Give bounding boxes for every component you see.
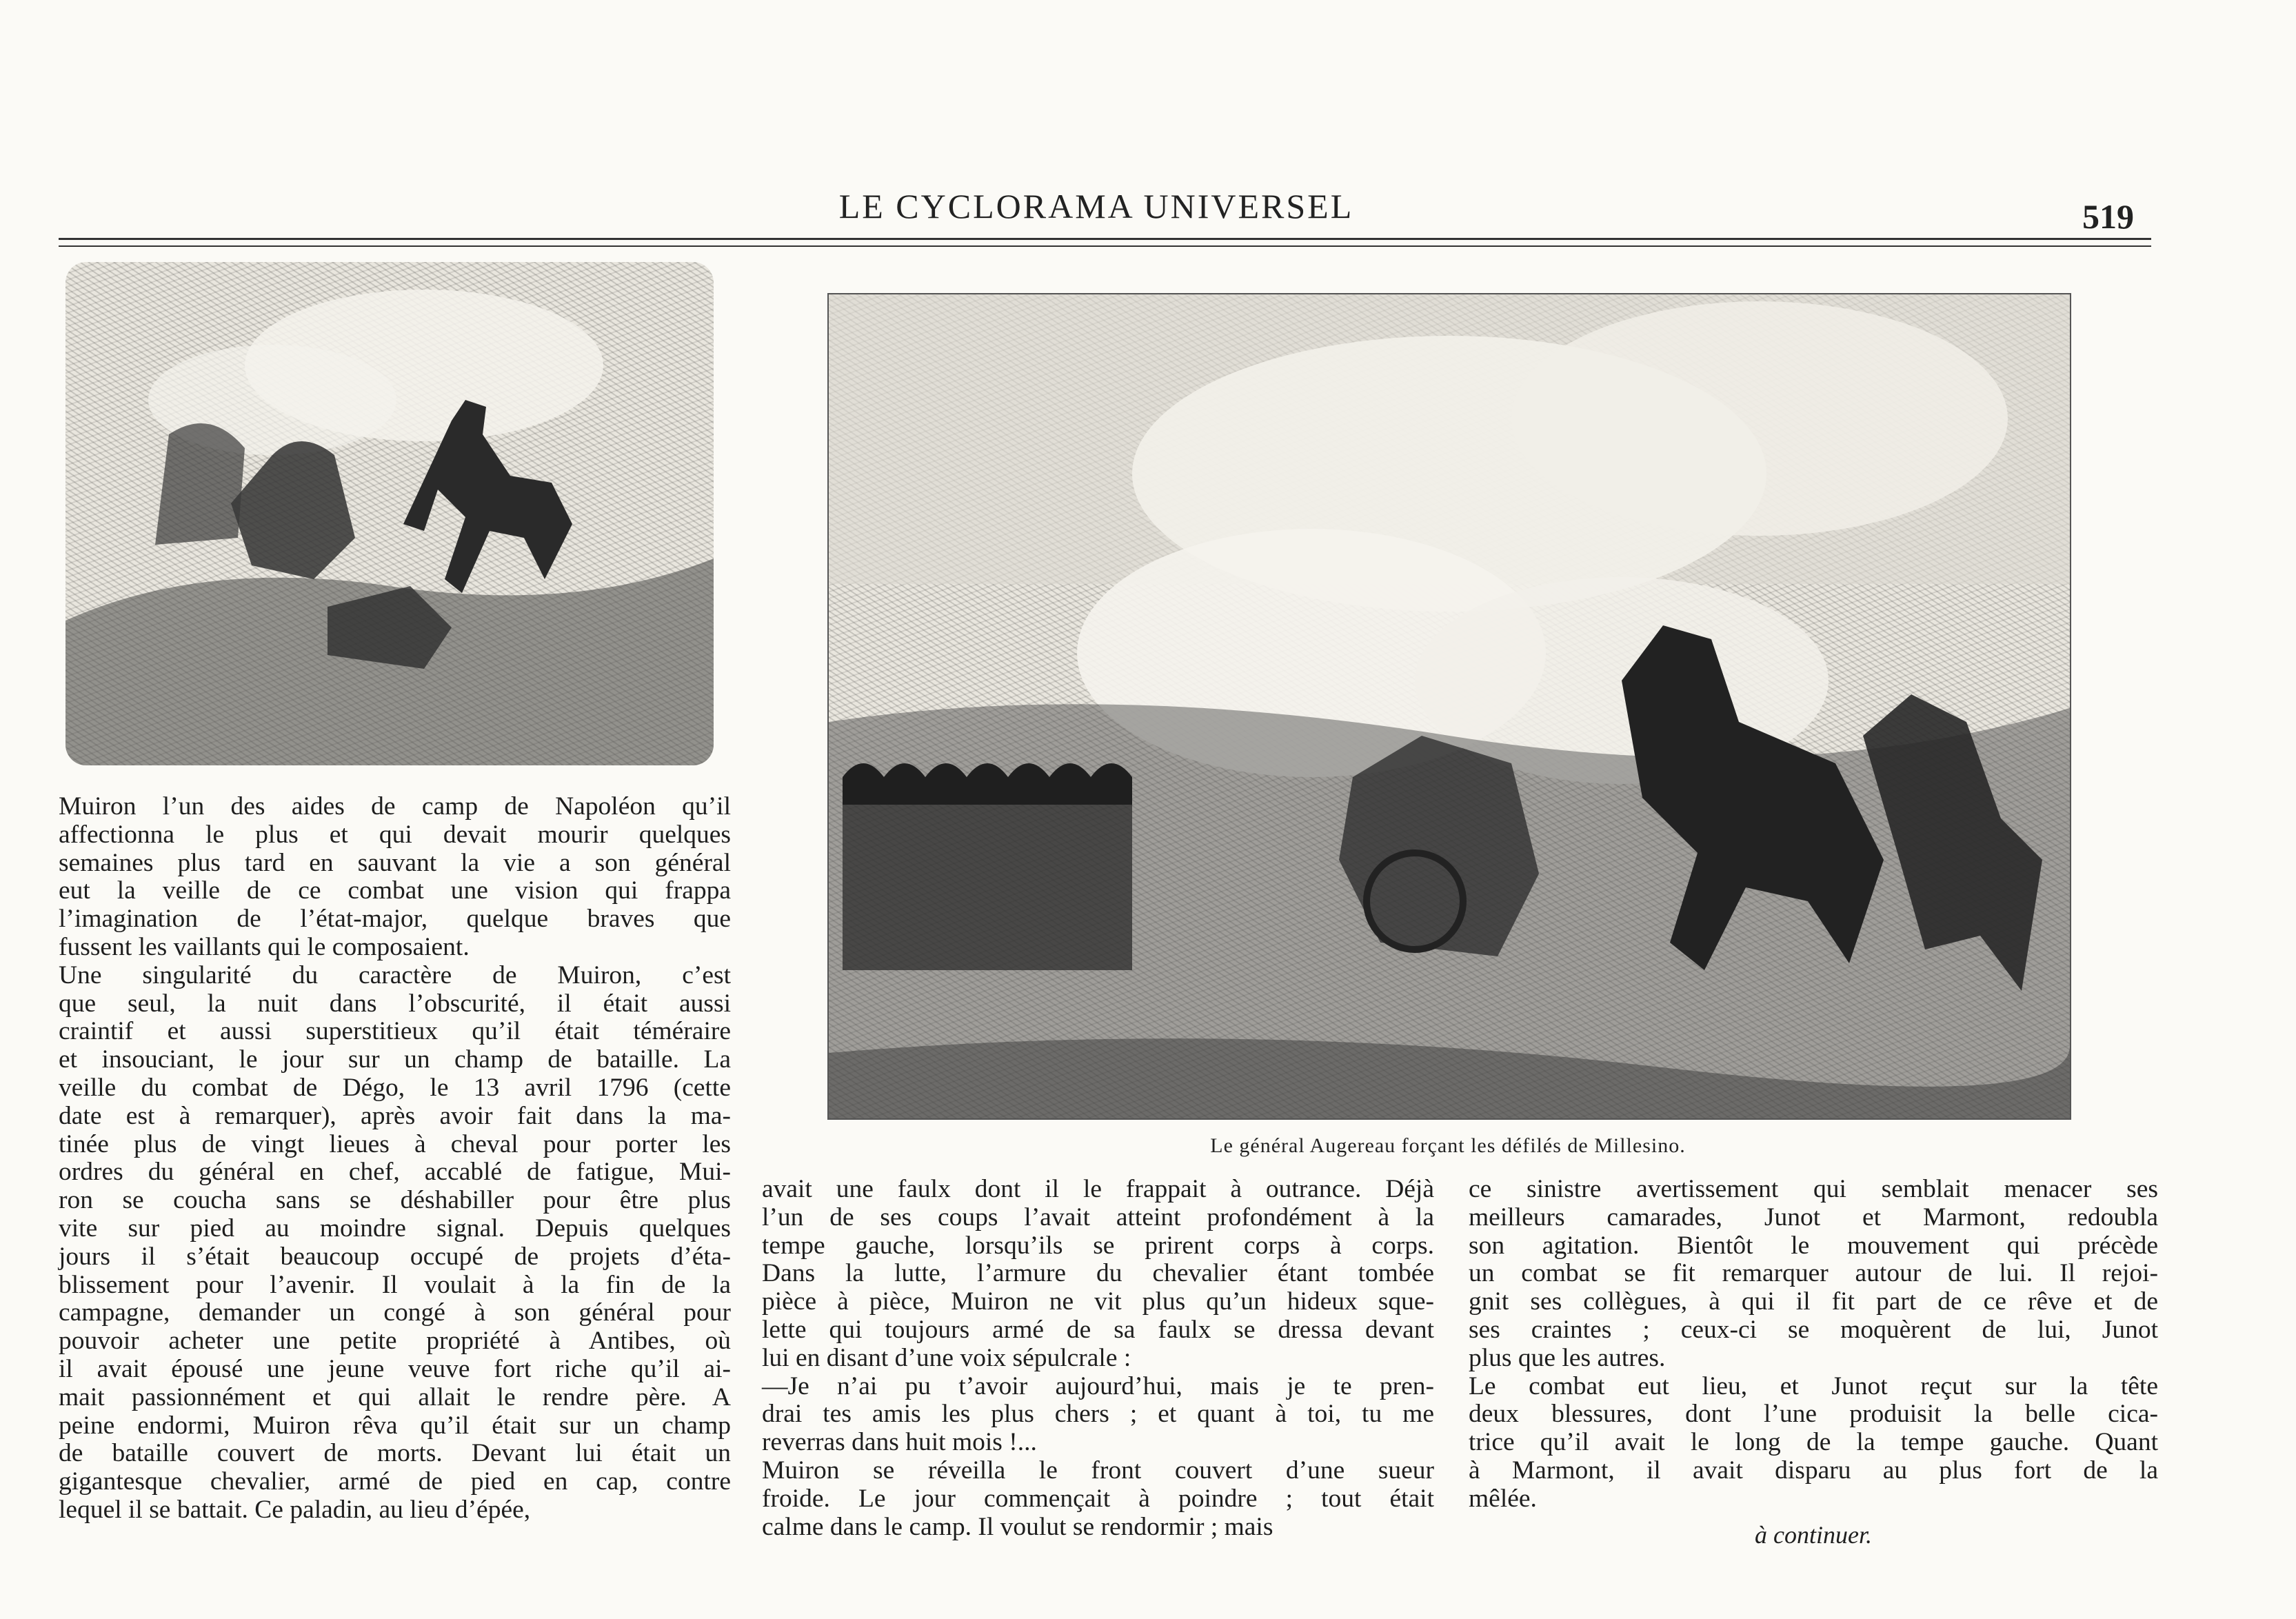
text-line: pièce à pièce, Muiron ne vit plus qu’un hideux sque- (762, 1287, 1434, 1316)
text-line: fussent les vaillants qui le composaient. (59, 932, 470, 961)
text-line: lette qui toujours armé de sa faulx se dressa devant (762, 1315, 1434, 1344)
text-line: ordres du général en chef, accablé de fatigue, Mui- (59, 1158, 731, 1187)
text-line: ce sinistre avertissement qui semblait menacer ses (1469, 1175, 2158, 1203)
text-line: affectionna le plus et qui devait mourir quelques (59, 820, 731, 849)
text-line: ron se coucha sans se déshabiller pour être plus (59, 1186, 731, 1215)
header-rule-bottom (59, 245, 2151, 247)
header-rule-top (59, 238, 2151, 240)
text-line: peine endormi, Muiron rêva qu’il était sur un champ (59, 1411, 731, 1440)
text-line: Muiron se réveilla le front couvert d’une sueur (762, 1456, 1434, 1485)
text-line: semaines plus tard en sauvant la vie a son général (59, 848, 731, 877)
page-number: 519 (2082, 197, 2134, 236)
text-line: campagne, demander un congé à son général pour (59, 1298, 731, 1327)
text-line: calme dans le camp. Il voulut se rendormir ; mais (762, 1512, 1273, 1541)
text-line: et insouciant, le jour sur un champ de bataille. La (59, 1045, 731, 1074)
text-line: un combat se fit remarquer autour de lui. Il rejoi- (1469, 1259, 2158, 1288)
text-line: lui en disant d’une voix sépulcrale : (762, 1343, 1131, 1372)
engraving-battle-drawing (829, 294, 2070, 1118)
text-line: froide. Le jour commençait à poindre ; tout était (762, 1484, 1434, 1513)
text-line: eut la veille de ce combat une vision qui frappa (59, 876, 731, 905)
text-line: l’imagination de l’état-major, quelque braves que (59, 905, 731, 934)
engraving-horseman-drawing (66, 262, 714, 765)
text-line: craintif et aussi superstitieux qu’il était téméraire (59, 1017, 731, 1046)
text-line: tinée plus de vingt lieues à cheval pour porter les (59, 1129, 731, 1158)
text-line: ses craintes ; ceux-ci se moquèrent de lui, Junot (1469, 1315, 2158, 1344)
text-line: pouvoir acheter une petite propriété à Antibes, où (59, 1327, 731, 1356)
page-header-title: LE CYCLORAMA UNIVERSEL (838, 187, 1354, 225)
text-line: tempe gauche, lorsqu’ils se prirent corps à corps. (762, 1231, 1434, 1260)
text-line: gigantesque chevalier, armé de pied en cap, contre (59, 1467, 731, 1496)
text-line: avait une faulx dont il le frappait à outrance. Déjà (762, 1175, 1434, 1203)
text-line: à Marmont, il avait disparu au plus fort de la (1469, 1456, 2158, 1485)
text-line: Dans la lutte, l’armure du chevalier étant tombée (762, 1259, 1434, 1288)
text-line: veille du combat de Dégo, le 13 avril 1796 (cette (59, 1073, 731, 1102)
text-line: trice qu’il avait le long de la tempe gauche. Quant (1469, 1428, 2158, 1457)
text-line: jours il s’était beaucoup occupé de projets d’éta- (59, 1242, 731, 1271)
text-line: —Je n’ai pu t’avoir aujourd’hui, mais je te pren- (762, 1371, 1434, 1400)
text-line: son agitation. Bientôt le mouvement qui précède (1469, 1231, 2158, 1260)
text-line: blissement pour l’avenir. Il voulait à la fin de la (59, 1270, 731, 1299)
text-line: meilleurs camarades, Junot et Marmont, redoubla (1469, 1203, 2158, 1231)
text-line: lequel il se battait. Ce paladin, au lieu d’épée, (59, 1495, 531, 1524)
text-line: que seul, la nuit dans l’obscurité, il était aussi (59, 989, 731, 1018)
text-column-1 (59, 793, 731, 1525)
text-line: deux blessures, dont l’une produisit la belle cica- (1469, 1400, 2158, 1429)
text-line: Muiron l’un des aides de camp de Napoléon qu’il (59, 792, 731, 821)
text-line: gnit ses collègues, à qui il fit part de ce rêve et de (1469, 1287, 2158, 1316)
text-line: de bataille couvert de morts. Devant lui était un (59, 1439, 731, 1468)
text-line: date est à remarquer), après avoir fait dans la ma- (59, 1101, 731, 1130)
engraving-augereau-battle-illustration (827, 293, 2071, 1120)
to-continue-note: à continuer. (1755, 1521, 1872, 1549)
text-line: il avait épousé une jeune veuve fort riche qu’il ai- (59, 1354, 731, 1383)
illustration-caption: Le général Augereau forçant les défilés de Millesino. (1210, 1134, 1686, 1157)
text-line: Une singularité du caractère de Muiron, c’est (59, 961, 731, 989)
engraving-horseman-illustration (66, 262, 714, 765)
text-line: plus que les autres. (1469, 1343, 1666, 1372)
text-line: vite sur pied au moindre signal. Depuis quelques (59, 1214, 731, 1243)
text-line: Le combat eut lieu, et Junot reçut sur la tête (1469, 1371, 2158, 1400)
text-line: l’un de ses coups l’avait atteint profondément à la (762, 1203, 1434, 1231)
text-line: mêlée. (1469, 1484, 1537, 1513)
text-line: reverras dans huit mois !... (762, 1428, 1037, 1457)
text-column-3 (1469, 1176, 2158, 1514)
text-line: mait passionnément et qui allait le rendre père. A (59, 1382, 731, 1411)
text-column-2 (762, 1176, 1434, 1541)
text-line: drai tes amis les plus chers ; et quant à toi, tu me (762, 1400, 1434, 1429)
